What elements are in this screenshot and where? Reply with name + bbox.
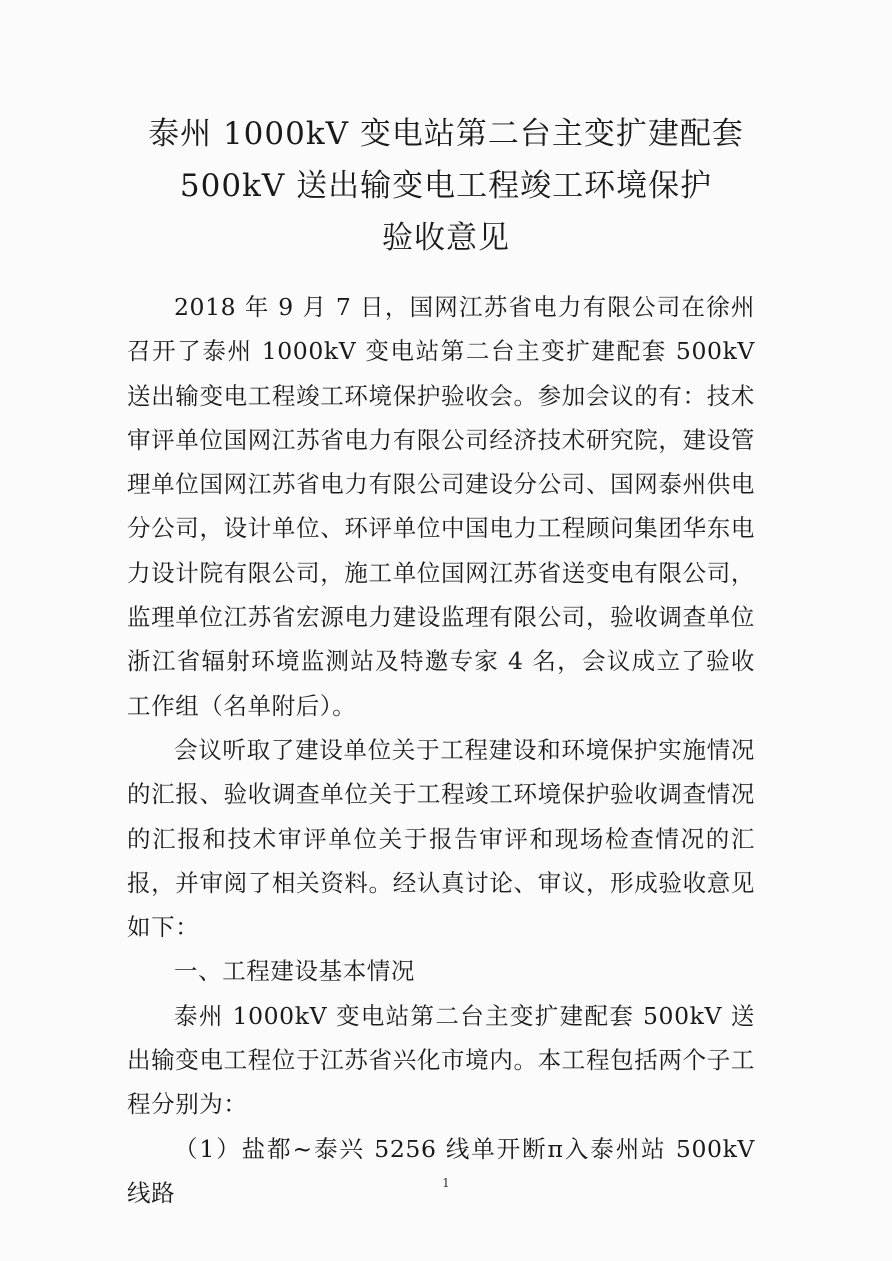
title-line-1: 泰州 1000kV 变电站第二台主变扩建配套 — [148, 116, 744, 152]
paragraph-meeting-intro: 2018 年 9 月 7 日，国网江苏省电力有限公司在徐州召开了泰州 1000kV 变电站第二台主变扩建配套 500kV 送出输变电工程竣工环境保护验收会。参加会议的有：技术审评单位国网江苏省电力有限公司经济技术研究院，建设管理单位国网江苏省电力有限公司建设分公司、国网泰州供电分公司，设计单位、环评单位中国电力工程顾问集团华东电力设计院有限公司，施工单位国网江苏省送变电有限公司，监理单位江苏省宏源电力建设监理有限公司，验收调查单位浙江省辐射环境监测站及特邀专家 4 名，会议成立了验收工作组（名单附后）。 — [127, 293, 755, 720]
section-heading-project-overview: 一、工程建设基本情况 — [174, 957, 415, 986]
document-title — [120, 108, 772, 264]
page-number: 1 — [442, 1176, 450, 1190]
paragraph-meeting-review: 会议听取了建设单位关于工程建设和环境保护实施情况的汇报、验收调查单位关于工程竣工环境保护验收调查情况的汇报和技术审评单位关于报告审评和现场检查情况的汇报，并审阅了相关资料。经认真讨论、审议，形成验收意见如下： — [127, 735, 755, 942]
title-line-2: 500kV 送出输变电工程竣工环境保护 — [179, 168, 713, 204]
title-line-3: 验收意见 — [382, 220, 510, 256]
paragraph-subproject-1: （1）盐都~泰兴 5256 线单开断π入泰州站 500kV 线路 — [127, 1134, 755, 1207]
document-body — [127, 285, 755, 1215]
paragraph-project-location: 泰州 1000kV 变电站第二台主变扩建配套 500kV 送出输变电工程位于江苏省兴化市境内。本工程包括两个子工程分别为： — [127, 1001, 755, 1119]
